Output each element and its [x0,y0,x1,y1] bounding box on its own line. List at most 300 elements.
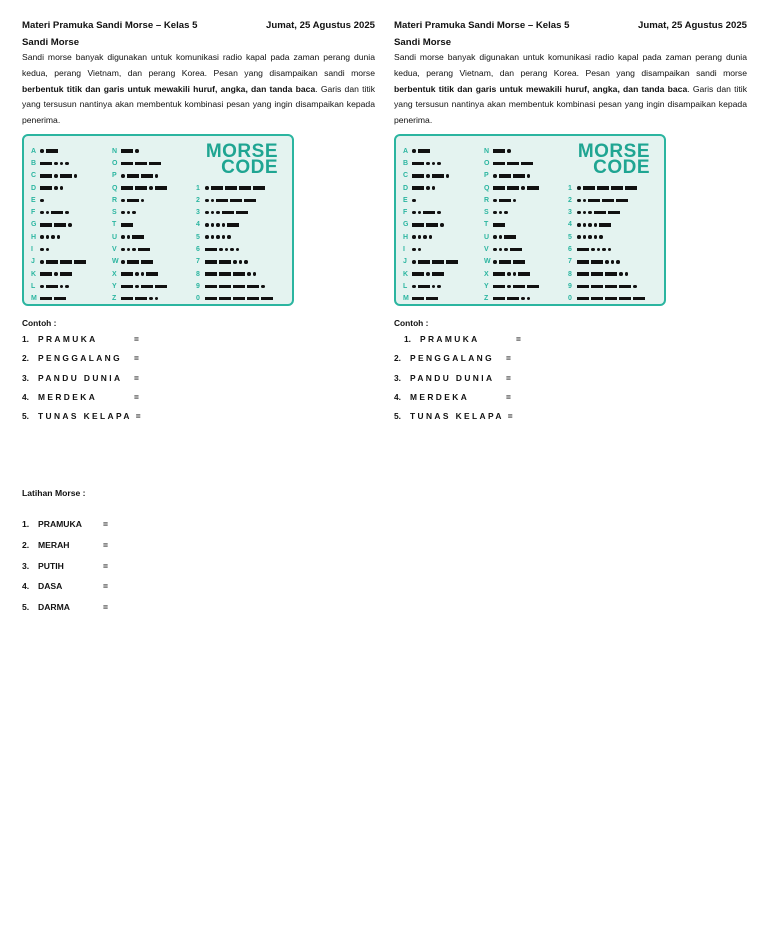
morse-character: R [484,196,490,204]
morse-dot [46,211,50,215]
morse-dot [521,186,525,190]
morse-dash [135,297,147,301]
morse-character: S [112,209,117,217]
morse-symbols [121,248,150,252]
morse-dot [149,186,153,190]
morse-symbols [121,211,136,215]
morse-dot [493,199,497,203]
morse-character: 9 [568,282,572,290]
morse-dot [135,272,139,276]
latihan-word: PRAMUKA [38,519,82,529]
morse-character: T [484,221,489,229]
morse-character: Q [112,184,118,192]
morse-dash [127,174,139,178]
morse-dash [121,223,133,227]
morse-row [196,256,273,268]
morse-character: N [484,147,490,155]
morse-dot [493,260,497,264]
morse-character: V [112,246,117,253]
morse-symbols [412,260,458,264]
morse-dash [611,186,623,190]
morse-dot [211,211,215,215]
morse-dash [155,186,167,190]
morse-dot [412,285,416,289]
example-list [394,330,747,426]
morse-dash [577,285,589,289]
morse-dot [527,297,531,301]
morse-symbols [205,186,265,190]
morse-dot [437,162,441,166]
morse-character: G [403,221,409,229]
morse-character: 3 [568,209,572,217]
morse-character: 1 [568,184,572,192]
morse-character: 7 [196,258,200,266]
morse-symbols [121,186,167,190]
morse-dot [504,211,508,215]
morse-dot [412,235,416,239]
morse-dash [412,186,424,190]
morse-dot [40,235,44,239]
morse-dot [577,223,581,227]
morse-dash [605,272,617,276]
morse-dot [211,223,215,227]
morse-dash [499,174,511,178]
morse-dot [577,211,581,215]
morse-dot [222,223,226,227]
morse-symbols [412,199,416,203]
morse-dot [205,223,209,227]
morse-character: 6 [568,246,572,253]
morse-symbols [40,186,63,190]
morse-row [196,231,273,243]
morse-symbols [121,297,158,301]
morse-character: 0 [196,295,200,303]
morse-row [196,293,273,305]
example-equals: = [506,353,511,364]
morse-dot [594,235,598,239]
example-equals: = [134,333,139,344]
morse-row [403,194,458,206]
morse-dot [446,174,450,178]
morse-dash [418,285,430,289]
morse-dot [513,199,517,203]
morse-row [484,268,539,280]
morse-row [484,293,539,305]
morse-dot [602,248,606,252]
morse-dash [230,199,242,203]
example-word: PANDU DUNIA [38,372,123,383]
morse-symbols [412,248,421,252]
morse-dot [426,174,430,178]
morse-row [31,293,86,305]
morse-symbols [577,186,637,190]
morse-character: O [484,159,490,167]
latihan-number: 5. [22,602,30,613]
morse-symbols [577,297,645,301]
morse-row [403,145,458,157]
morse-dot [121,260,125,264]
morse-dot [493,248,497,252]
morse-character: 4 [568,221,572,229]
morse-character: V [484,246,489,253]
header-date: Jumat, 25 Agustus 2025 [266,20,375,31]
morse-dot [219,248,223,252]
morse-dash [40,272,52,276]
morse-row [112,206,167,218]
morse-row [484,206,539,218]
morse-symbols [493,223,505,227]
morse-dot [499,235,503,239]
morse-dash [227,223,239,227]
morse-dot [239,260,243,264]
example-number: 3. [22,372,29,383]
morse-dash [605,285,617,289]
morse-symbols [40,174,77,178]
morse-dot [412,260,416,264]
morse-row [196,280,273,292]
morse-dot [244,260,248,264]
morse-dot [205,235,209,239]
morse-symbols [493,174,530,178]
morse-row [31,243,86,255]
latihan-number: 1. [22,519,30,529]
morse-character: Y [484,282,489,290]
morse-row [568,206,645,218]
morse-dot [51,235,55,239]
morse-dot [155,297,159,301]
morse-dash [51,211,63,215]
morse-row [112,194,167,206]
example-word: MERDEKA [410,391,470,402]
header-title: Materi Pramuka Sandi Morse – Kelas 5 [394,20,570,31]
morse-symbols [577,248,611,252]
morse-symbols [493,211,508,215]
morse-dash [577,297,589,301]
morse-dot [68,223,72,227]
morse-character: 8 [196,270,200,278]
morse-character: E [403,196,408,204]
intro-text-start: Sandi morse banyak digunakan untuk komunikasi radio kapal pada zaman perang dunia kedua, perang Vietnam, dan perang Korea. Pesan yang disampaikan sandi morse [22,52,375,78]
example-number: 2. [394,353,401,364]
morse-dot [426,186,430,190]
morse-dot [597,248,601,252]
latihan-item [22,514,362,535]
morse-row [196,182,273,194]
morse-dash [46,285,58,289]
morse-dash [597,186,609,190]
morse-dash [619,297,631,301]
morse-dash [583,186,595,190]
morse-dash [225,186,237,190]
morse-character: Y [112,282,117,290]
latihan-equals: = [103,581,109,592]
morse-symbols [493,149,511,153]
morse-dash [423,211,435,215]
morse-dash [432,174,444,178]
morse-symbols [577,235,603,239]
morse-dot [507,285,511,289]
morse-row [196,194,273,206]
morse-row [568,194,645,206]
example-item [22,388,375,407]
example-word: TUNAS KELAPA [410,411,504,422]
morse-dot [135,285,139,289]
morse-dash [591,272,603,276]
morse-dash [591,285,603,289]
morse-dash [247,297,259,301]
morse-dot [60,285,64,289]
morse-symbols [121,162,161,166]
morse-dot [40,199,44,203]
morse-dot [227,235,231,239]
morse-dash [412,174,424,178]
morse-character: U [484,233,490,241]
morse-dash [513,260,525,264]
morse-character: P [112,172,117,180]
morse-row [403,268,458,280]
morse-character: 1 [196,184,200,192]
morse-dot [507,272,511,276]
morse-row [31,280,86,292]
morse-dash [127,260,139,264]
morse-dash [602,199,614,203]
morse-character: O [112,159,118,167]
morse-dot [54,272,58,276]
morse-dot [499,248,503,252]
morse-dot [426,162,430,166]
morse-dash [155,285,167,289]
morse-dot [127,248,131,252]
example-number: 5. [394,411,401,422]
morse-dot [54,162,58,166]
morse-character: S [484,209,489,217]
morse-character: F [31,209,36,217]
morse-symbols [205,235,231,239]
morse-dot [412,149,416,153]
morse-symbols [205,285,265,289]
morse-dot [211,199,215,203]
morse-character: 0 [568,295,572,303]
morse-dot [65,285,69,289]
latihan-word: MERAH [38,539,70,550]
morse-row [112,243,167,255]
morse-row [31,206,86,218]
morse-character: G [31,221,37,229]
morse-dash [493,297,505,301]
morse-dash [121,285,133,289]
morse-dot [141,199,145,203]
morse-dash [135,162,147,166]
example-item [22,369,375,388]
morse-row [196,268,273,280]
morse-row [568,219,645,231]
morse-dash [40,162,52,166]
morse-symbols [40,272,72,276]
morse-symbols [493,285,539,289]
example-equals: = [516,333,521,344]
morse-dash [412,272,424,276]
example-item [22,349,375,368]
morse-dash [619,285,631,289]
logo-line-1: MORSE [577,140,650,162]
morse-dash [493,162,505,166]
morse-symbols [412,272,444,276]
morse-dash [426,223,438,227]
morse-row [484,194,539,206]
morse-dash [205,272,217,276]
morse-dot [437,211,441,215]
morse-dot [135,149,139,153]
latihan-list [22,514,362,618]
morse-dash [60,174,72,178]
morse-dot [588,235,592,239]
morse-row [484,256,539,268]
example-item [394,369,747,388]
morse-row [568,280,645,292]
morse-character: L [31,282,36,290]
intro-paragraph [394,50,747,129]
morse-character: J [403,258,407,266]
morse-dash [594,211,606,215]
morse-dash [518,272,530,276]
morse-dot [521,297,525,301]
header-date: Jumat, 25 Agustus 2025 [638,20,747,31]
morse-row [31,170,86,182]
morse-row [403,170,458,182]
morse-symbols [577,285,637,289]
example-item [394,388,747,407]
morse-dot [155,174,159,178]
morse-character: Z [112,295,117,303]
morse-dash [141,260,153,264]
morse-dash [205,285,217,289]
morse-dash [121,149,133,153]
morse-symbols [40,223,72,227]
morse-row [112,182,167,194]
morse-dot [432,162,436,166]
morse-dash [507,162,519,166]
morse-character: F [403,209,408,217]
morse-dot [633,285,637,289]
morse-symbols [577,272,628,276]
morse-dash [54,223,66,227]
morse-symbols [40,162,69,166]
morse-dot [60,162,64,166]
morse-character: 4 [196,221,200,229]
morse-dot [432,285,436,289]
morse-dash [211,186,223,190]
morse-row [403,293,458,305]
morse-character: 7 [568,258,572,266]
morse-dash [205,297,217,301]
morse-dot [216,235,220,239]
morse-dash [513,174,525,178]
morse-dash [527,285,539,289]
morse-dot [205,199,209,203]
morse-dot [583,223,587,227]
morse-dot [121,235,125,239]
morse-dash [121,162,133,166]
morse-dash [426,297,438,301]
morse-dot [205,211,209,215]
morse-row [196,206,273,218]
morse-code-logo [205,140,278,178]
morse-dash [233,285,245,289]
morse-dash [127,199,139,203]
morse-dash [493,223,505,227]
morse-dot [127,235,131,239]
header-title: Materi Pramuka Sandi Morse – Kelas 5 [22,20,198,31]
latihan-equals: = [103,602,109,613]
morse-row [484,170,539,182]
morse-dash [493,272,505,276]
latihan-item [22,535,362,556]
morse-dash [236,211,248,215]
morse-dot [608,248,612,252]
morse-dash [418,149,430,153]
morse-dash [60,260,72,264]
morse-dot [57,235,61,239]
example-item [394,407,747,426]
morse-dash [412,223,424,227]
morse-character: B [31,159,37,167]
morse-symbols [493,260,525,264]
morse-dash [219,285,231,289]
morse-dash [135,186,147,190]
morse-dot [247,272,251,276]
morse-character: X [112,270,117,278]
morse-symbols [412,223,444,227]
morse-dash [527,186,539,190]
morse-dot [418,235,422,239]
latihan-word: DASA [38,581,63,592]
morse-character: M [403,295,409,303]
morse-dash [40,223,52,227]
morse-row [403,256,458,268]
morse-dot [121,248,125,252]
morse-row [112,231,167,243]
morse-dot [577,199,581,203]
morse-symbols [40,297,66,301]
example-number: 5. [22,411,29,422]
latihan-number: 2. [22,539,30,550]
morse-symbols [121,149,139,153]
latihan-word: DARMA [38,602,70,613]
morse-character: I [31,246,33,253]
morse-dash [222,211,234,215]
morse-symbols [412,285,441,289]
morse-symbols [40,260,86,264]
morse-dot [60,186,64,190]
morse-dot [423,235,427,239]
morse-row [403,280,458,292]
morse-row [403,219,458,231]
morse-dot [588,223,592,227]
morse-row [31,219,86,231]
morse-dash [247,285,259,289]
logo-line-2: CODE [221,156,278,178]
morse-dash [418,260,430,264]
morse-dot [40,149,44,153]
example-equals: = [134,391,139,402]
morse-dot [493,174,497,178]
latihan-section [22,486,362,618]
morse-dash [54,297,66,301]
morse-character: Q [484,184,490,192]
morse-symbols [577,223,611,227]
morse-dot [54,186,58,190]
morse-row [403,243,458,255]
